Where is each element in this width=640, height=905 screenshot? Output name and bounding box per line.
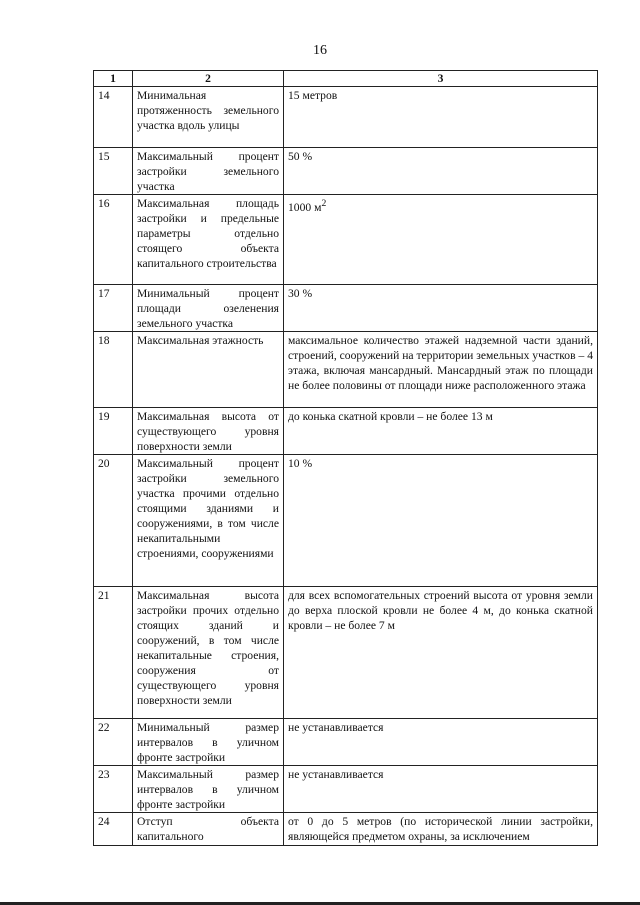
header-col-3: 3 [284, 71, 598, 87]
row-number: 23 [94, 766, 133, 813]
table-row [94, 285, 598, 332]
row-number: 16 [94, 195, 133, 285]
table-row [94, 455, 598, 587]
row-number: 20 [94, 455, 133, 587]
header-col-2: 2 [133, 71, 284, 87]
row-parameter: Максимальный размер интервалов в уличном фронте застройки [133, 766, 284, 813]
area-value: 1000 м [288, 200, 322, 214]
row-parameter: Минимальный процент площади озеленения земельного участка [133, 285, 284, 332]
row-number: 18 [94, 332, 133, 408]
row-number: 15 [94, 148, 133, 195]
row-parameter: Максимальный процент застройки земельного участка [133, 148, 284, 195]
page-number: 16 [313, 43, 327, 58]
row-value: максимальное количество этажей надземной части зданий, строений, сооружений на территории земельных участков – 4 этажа, включая мансардный. Мансардный этаж по площади не более половины от площади ниже расположенного этажа [284, 332, 598, 408]
row-value: до конька скатной кровли – не более 13 м [284, 408, 598, 455]
table-row [94, 766, 598, 813]
row-number: 24 [94, 813, 133, 846]
row-value: 10 % [284, 455, 598, 587]
table-row [94, 195, 598, 285]
row-parameter: Минимальный размер интервалов в уличном фронте застройки [133, 719, 284, 766]
row-value [284, 195, 598, 285]
row-number: 19 [94, 408, 133, 455]
row-value: не устанавливается [284, 766, 598, 813]
table-row [94, 148, 598, 195]
row-number: 14 [94, 87, 133, 148]
table-row [94, 408, 598, 455]
row-parameter: Максимальная высота от существующего уровня поверхности земли [133, 408, 284, 455]
row-parameter: Минимальная протяженность земельного участка вдоль улицы [133, 87, 284, 148]
table-row [94, 87, 598, 148]
row-parameter: Отступ объекта капитального [133, 813, 284, 846]
table-row [94, 587, 598, 719]
row-parameter: Максимальная площадь застройки и предельные параметры отдельно стоящего объекта капитального строительства [133, 195, 284, 285]
row-value: 30 % [284, 285, 598, 332]
row-parameter: Максимальная высота застройки прочих отдельно стоящих зданий и сооружений, в том числе некапитальные строения, сооружения от существующего уровня поверхности земли [133, 587, 284, 719]
table-row [94, 332, 598, 408]
parameters-table [93, 70, 598, 846]
header-col-1: 1 [94, 71, 133, 87]
table-row [94, 719, 598, 766]
table-row [94, 813, 598, 846]
row-number: 17 [94, 285, 133, 332]
row-value: от 0 до 5 метров (по исторической линии застройки, являющейся предметом охраны, за исключением [284, 813, 598, 846]
row-number: 22 [94, 719, 133, 766]
row-number: 21 [94, 587, 133, 719]
area-unit-superscript: 2 [321, 198, 327, 209]
row-value: 50 % [284, 148, 598, 195]
row-value: 15 метров [284, 87, 598, 148]
row-value: не устанавливается [284, 719, 598, 766]
row-value: для всех вспомогательных строений высота от уровня земли до верха плоской кровли не более 4 м, до конька скатной кровли – не более 7 м [284, 587, 598, 719]
table-header-row [94, 71, 598, 87]
row-parameter: Максимальный процент застройки земельного участка прочими отдельно стоящими зданиями и сооружениями, в том числе некапитальными строениями, сооружениями [133, 455, 284, 587]
row-parameter: Максимальная этажность [133, 332, 284, 408]
